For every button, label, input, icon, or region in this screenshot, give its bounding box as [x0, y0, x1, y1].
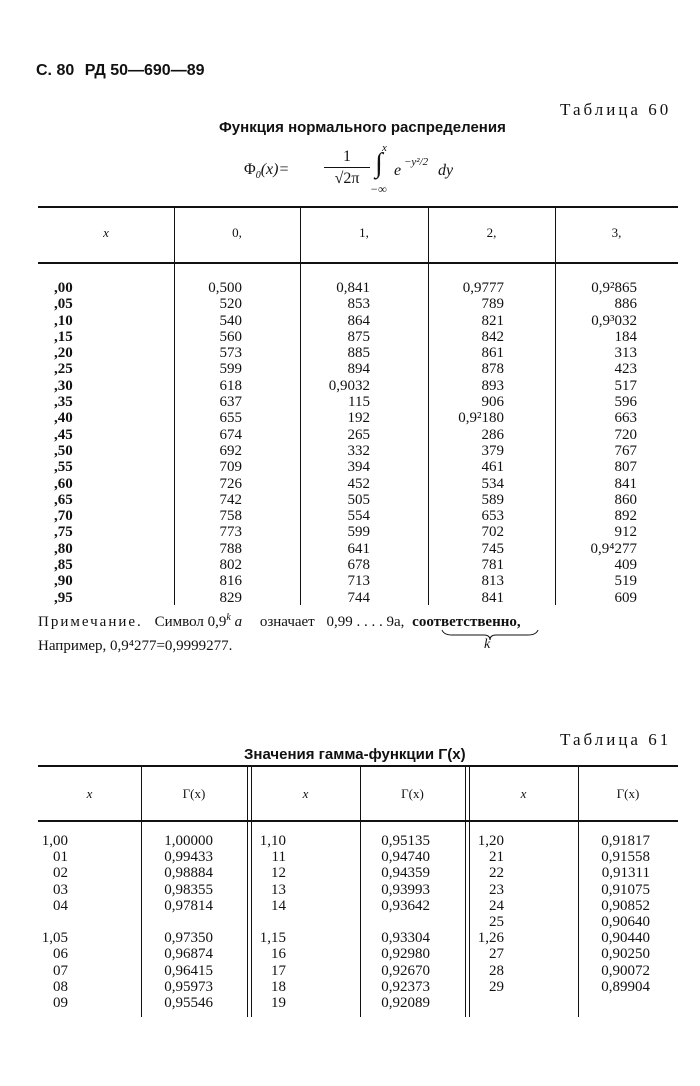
table-cell: ,05: [54, 296, 73, 313]
table-cell: 821: [481, 312, 504, 329]
table-cell: ,55: [54, 459, 73, 476]
table-cell: 0,95546: [164, 994, 213, 1011]
table-60-column-0: [174, 280, 242, 606]
table-cell: 0,98884: [164, 865, 213, 882]
table-cell: 853: [347, 296, 370, 313]
table-60-header-3: 3,: [611, 225, 622, 240]
table-cell: ,35: [54, 394, 73, 411]
table-cell: 286: [481, 426, 504, 443]
table-cell: 802: [219, 557, 242, 574]
table-cell: 742: [219, 491, 242, 508]
table-cell: ,20: [54, 345, 73, 362]
table-cell: 0,91817: [601, 833, 650, 849]
table-60-column-1: [300, 280, 370, 606]
table-cell: 0,98355: [164, 881, 213, 898]
table-cell: 781: [481, 557, 504, 574]
table-cell: [360, 914, 430, 930]
table-cell: 07: [53, 962, 68, 979]
table-cell: ,45: [54, 426, 73, 443]
table-cell: 861: [481, 345, 504, 362]
table-cell: 0,93993: [381, 881, 430, 898]
table-cell: 265: [347, 426, 370, 443]
table-cell: 115: [348, 394, 370, 411]
table-61-header-rule: [38, 820, 678, 822]
table-cell: 655: [219, 410, 242, 427]
table-cell: 894: [347, 361, 370, 378]
table-cell: 29: [489, 978, 504, 995]
table-60-note: Примечание. Символ 0,9$^k$ a означает 0,99 . . . . 9a, соответственно,: [38, 612, 521, 630]
table-cell: 589: [481, 491, 504, 508]
table-61-header-x1: x: [86, 786, 93, 801]
table-cell: 25: [489, 913, 504, 930]
table-61-title: Значения гамма-функции Γ(x): [244, 746, 466, 763]
underbrace-label: k: [484, 637, 491, 652]
table-cell: 14: [271, 897, 286, 914]
table-cell: 1,10: [259, 833, 286, 849]
table-cell: 379: [481, 442, 504, 459]
table-cell: 709: [219, 459, 242, 476]
table-cell: [38, 914, 68, 930]
table-cell: ,80: [54, 540, 73, 557]
table-cell: 22: [489, 865, 504, 882]
table-cell: 1,00: [41, 833, 68, 849]
table-cell: 744: [347, 589, 370, 606]
table-cell: 517: [614, 377, 637, 394]
table-60-top-rule: [38, 206, 678, 208]
table-60-column-3: [555, 280, 637, 606]
table-cell: 0,93642: [381, 897, 430, 914]
table-cell: 519: [614, 573, 637, 590]
table-cell: 0,841: [336, 280, 370, 296]
table-cell: 0,9²180: [458, 410, 504, 427]
table-cell: ,25: [54, 361, 73, 378]
table-cell: [256, 914, 286, 930]
table-cell: 596: [614, 394, 637, 411]
table-cell: 1,00000: [164, 833, 213, 849]
table-cell: 0,92373: [381, 978, 430, 995]
table-cell: 0,90440: [601, 930, 650, 947]
table-cell: 505: [347, 491, 370, 508]
table-cell: 27: [489, 946, 504, 963]
table-cell: 17: [271, 962, 286, 979]
table-cell: 0,94740: [381, 849, 430, 866]
table-cell: 0,9⁴277: [590, 540, 637, 557]
table-cell: 394: [347, 459, 370, 476]
table-cell: 0,92980: [381, 946, 430, 963]
table-cell: [141, 914, 213, 930]
table-cell: 875: [347, 328, 370, 345]
table-cell: ,10: [54, 312, 73, 329]
page-header: [36, 62, 205, 80]
table-cell: 829: [219, 589, 242, 606]
table-cell: ,95: [54, 589, 73, 606]
table-cell: 01: [53, 849, 68, 866]
table-cell: 720: [614, 426, 637, 443]
table-61-column-x2: [256, 833, 286, 1011]
table-61-top-rule: [38, 765, 678, 767]
table-cell: ,75: [54, 524, 73, 541]
table-cell: 28: [489, 962, 504, 979]
table-cell: 816: [219, 573, 242, 590]
table-cell: 773: [219, 524, 242, 541]
normal-distribution-formula: $\Phi_0(x)=$ 1 √2π x ∫ −∞ e −y²/2 dy: [244, 142, 454, 196]
table-cell: 0,9³032: [591, 312, 637, 329]
table-cell: 452: [347, 475, 370, 492]
table-cell: 332: [347, 442, 370, 459]
table-cell: ,60: [54, 475, 73, 492]
table-cell: 678: [347, 557, 370, 574]
table-cell: 0,93304: [381, 930, 430, 947]
page-number: С. 80: [36, 62, 75, 79]
table-60-example: Например, 0,9⁴277=0,9999277.: [38, 638, 233, 654]
table-cell: 09: [53, 994, 68, 1011]
table-60-column-x: [54, 280, 73, 606]
table-cell: 663: [614, 410, 637, 427]
table-60-column-2: [428, 280, 504, 606]
table-cell: 637: [219, 394, 242, 411]
table-cell: 906: [481, 394, 504, 411]
table-cell: 841: [481, 589, 504, 606]
table-61-header-g2: Γ(x): [401, 786, 424, 801]
table-cell: 0,9032: [328, 377, 370, 394]
table-cell: 0,89904: [601, 978, 650, 995]
table-cell: 609: [614, 589, 637, 606]
table-cell: 534: [481, 475, 504, 492]
table-cell: 788: [219, 540, 242, 557]
table-61-column-g3: [578, 833, 650, 995]
table-60-header-1: 1,: [359, 225, 369, 240]
table-cell: 24: [489, 897, 504, 914]
table-60-header-0: 0,: [232, 225, 242, 240]
table-cell: 726: [219, 475, 242, 492]
table-cell: 0,90072: [601, 962, 650, 979]
table-cell: 06: [53, 946, 68, 963]
table-cell: 540: [219, 312, 242, 329]
table-cell: ,65: [54, 491, 73, 508]
table-cell: 08: [53, 978, 68, 995]
table-cell: 0,91311: [601, 865, 650, 882]
table-cell: 0,500: [208, 280, 242, 296]
table-cell: 11: [271, 849, 286, 866]
table-cell: 18: [271, 978, 286, 995]
table-cell: 0,99433: [164, 849, 213, 866]
table-cell: 0,92089: [381, 994, 430, 1011]
table-cell: ,90: [54, 573, 73, 590]
table-61-column-g1: [141, 833, 213, 1011]
table-cell: 573: [219, 345, 242, 362]
table-cell: ,70: [54, 508, 73, 525]
table-cell: 1,05: [41, 930, 68, 947]
table-61-header-g3: Γ(x): [616, 786, 640, 801]
table-cell: ,00: [54, 280, 73, 296]
table-cell: ,85: [54, 557, 73, 574]
table-cell: 886: [614, 296, 637, 313]
table-cell: 423: [614, 361, 637, 378]
table-cell: 807: [614, 459, 637, 476]
table-cell: 16: [271, 946, 286, 963]
table-cell: 0,95973: [164, 978, 213, 995]
table-cell: 653: [481, 508, 504, 525]
table-cell: 0,9777: [462, 280, 504, 296]
table-cell: 0,91558: [601, 849, 650, 866]
table-cell: 0,90640: [601, 913, 650, 930]
table-cell: 599: [347, 524, 370, 541]
table-cell: 842: [481, 328, 504, 345]
table-cell: ,15: [54, 328, 73, 345]
table-cell: 554: [347, 508, 370, 525]
table-cell: 0,95135: [381, 833, 430, 849]
table-cell: ,50: [54, 442, 73, 459]
table-cell: 885: [347, 345, 370, 362]
table-cell: 912: [614, 524, 637, 541]
table-cell: 192: [347, 410, 370, 427]
table-cell: 892: [614, 508, 637, 525]
table-cell: 0,91075: [601, 881, 650, 898]
table-cell: 04: [53, 897, 68, 914]
table-cell: 599: [219, 361, 242, 378]
table-cell: 758: [219, 508, 242, 525]
table-cell: 520: [219, 296, 242, 313]
table-cell: 1,15: [259, 930, 286, 947]
table-60-label: Таблица 60: [560, 100, 672, 119]
table-cell: 409: [614, 557, 637, 574]
table-cell: 745: [481, 540, 504, 557]
table-cell: 0,94359: [381, 865, 430, 882]
table-cell: 461: [481, 459, 504, 476]
table-cell: 313: [614, 345, 637, 362]
table-cell: 674: [219, 426, 242, 443]
table-61-column-x1: [38, 833, 68, 1011]
table-cell: 0,9²865: [591, 280, 637, 296]
table-61-header-x2: x: [302, 786, 309, 801]
table-cell: 702: [481, 524, 504, 541]
table-cell: 23: [489, 881, 504, 898]
table-61-label: Таблица 61: [560, 730, 672, 749]
table-cell: 813: [481, 573, 504, 590]
table-61-column-x3: [474, 833, 504, 995]
table-cell: 767: [614, 442, 637, 459]
table-cell: 864: [347, 312, 370, 329]
table-cell: 19: [271, 994, 286, 1011]
table-cell: 0,90250: [601, 946, 650, 963]
table-60-title: Функция нормального распределения: [219, 119, 506, 136]
table-cell: 03: [53, 881, 68, 898]
table-cell: 841: [614, 475, 637, 492]
table-cell: 789: [481, 296, 504, 313]
table-cell: 0,96415: [164, 962, 213, 979]
table-cell: 0,90852: [601, 897, 650, 914]
table-cell: 713: [347, 573, 370, 590]
table-cell: 0,96874: [164, 946, 213, 963]
table-cell: 0,97350: [164, 930, 213, 947]
table-cell: 12: [271, 865, 286, 882]
table-cell: ,30: [54, 377, 73, 394]
table-cell: 893: [481, 377, 504, 394]
table-61-column-g2: [360, 833, 430, 1011]
table-cell: 878: [481, 361, 504, 378]
table-cell: 1,20: [477, 833, 504, 849]
table-60-header-x: x: [103, 225, 109, 240]
document-code: РД 50—690—89: [84, 62, 205, 79]
table-61-header-g1: Γ(x): [182, 786, 206, 801]
table-cell: 618: [219, 377, 242, 394]
table-cell: 860: [614, 491, 637, 508]
table-60-header-rule: [38, 262, 678, 264]
table-cell: 0,92670: [381, 962, 430, 979]
table-cell: 1,26: [477, 930, 504, 947]
table-cell: 0,97814: [164, 897, 213, 914]
table-cell: 692: [219, 442, 242, 459]
table-cell: 560: [219, 328, 242, 345]
table-cell: 02: [53, 865, 68, 882]
table-cell: 13: [271, 881, 286, 898]
table-cell: 184: [614, 328, 637, 345]
table-60-header-2: 2,: [486, 225, 497, 240]
table-61-header-x3: x: [520, 786, 527, 801]
table-cell: 21: [489, 849, 504, 866]
table-cell: 641: [347, 540, 370, 557]
table-cell: ,40: [54, 410, 73, 427]
